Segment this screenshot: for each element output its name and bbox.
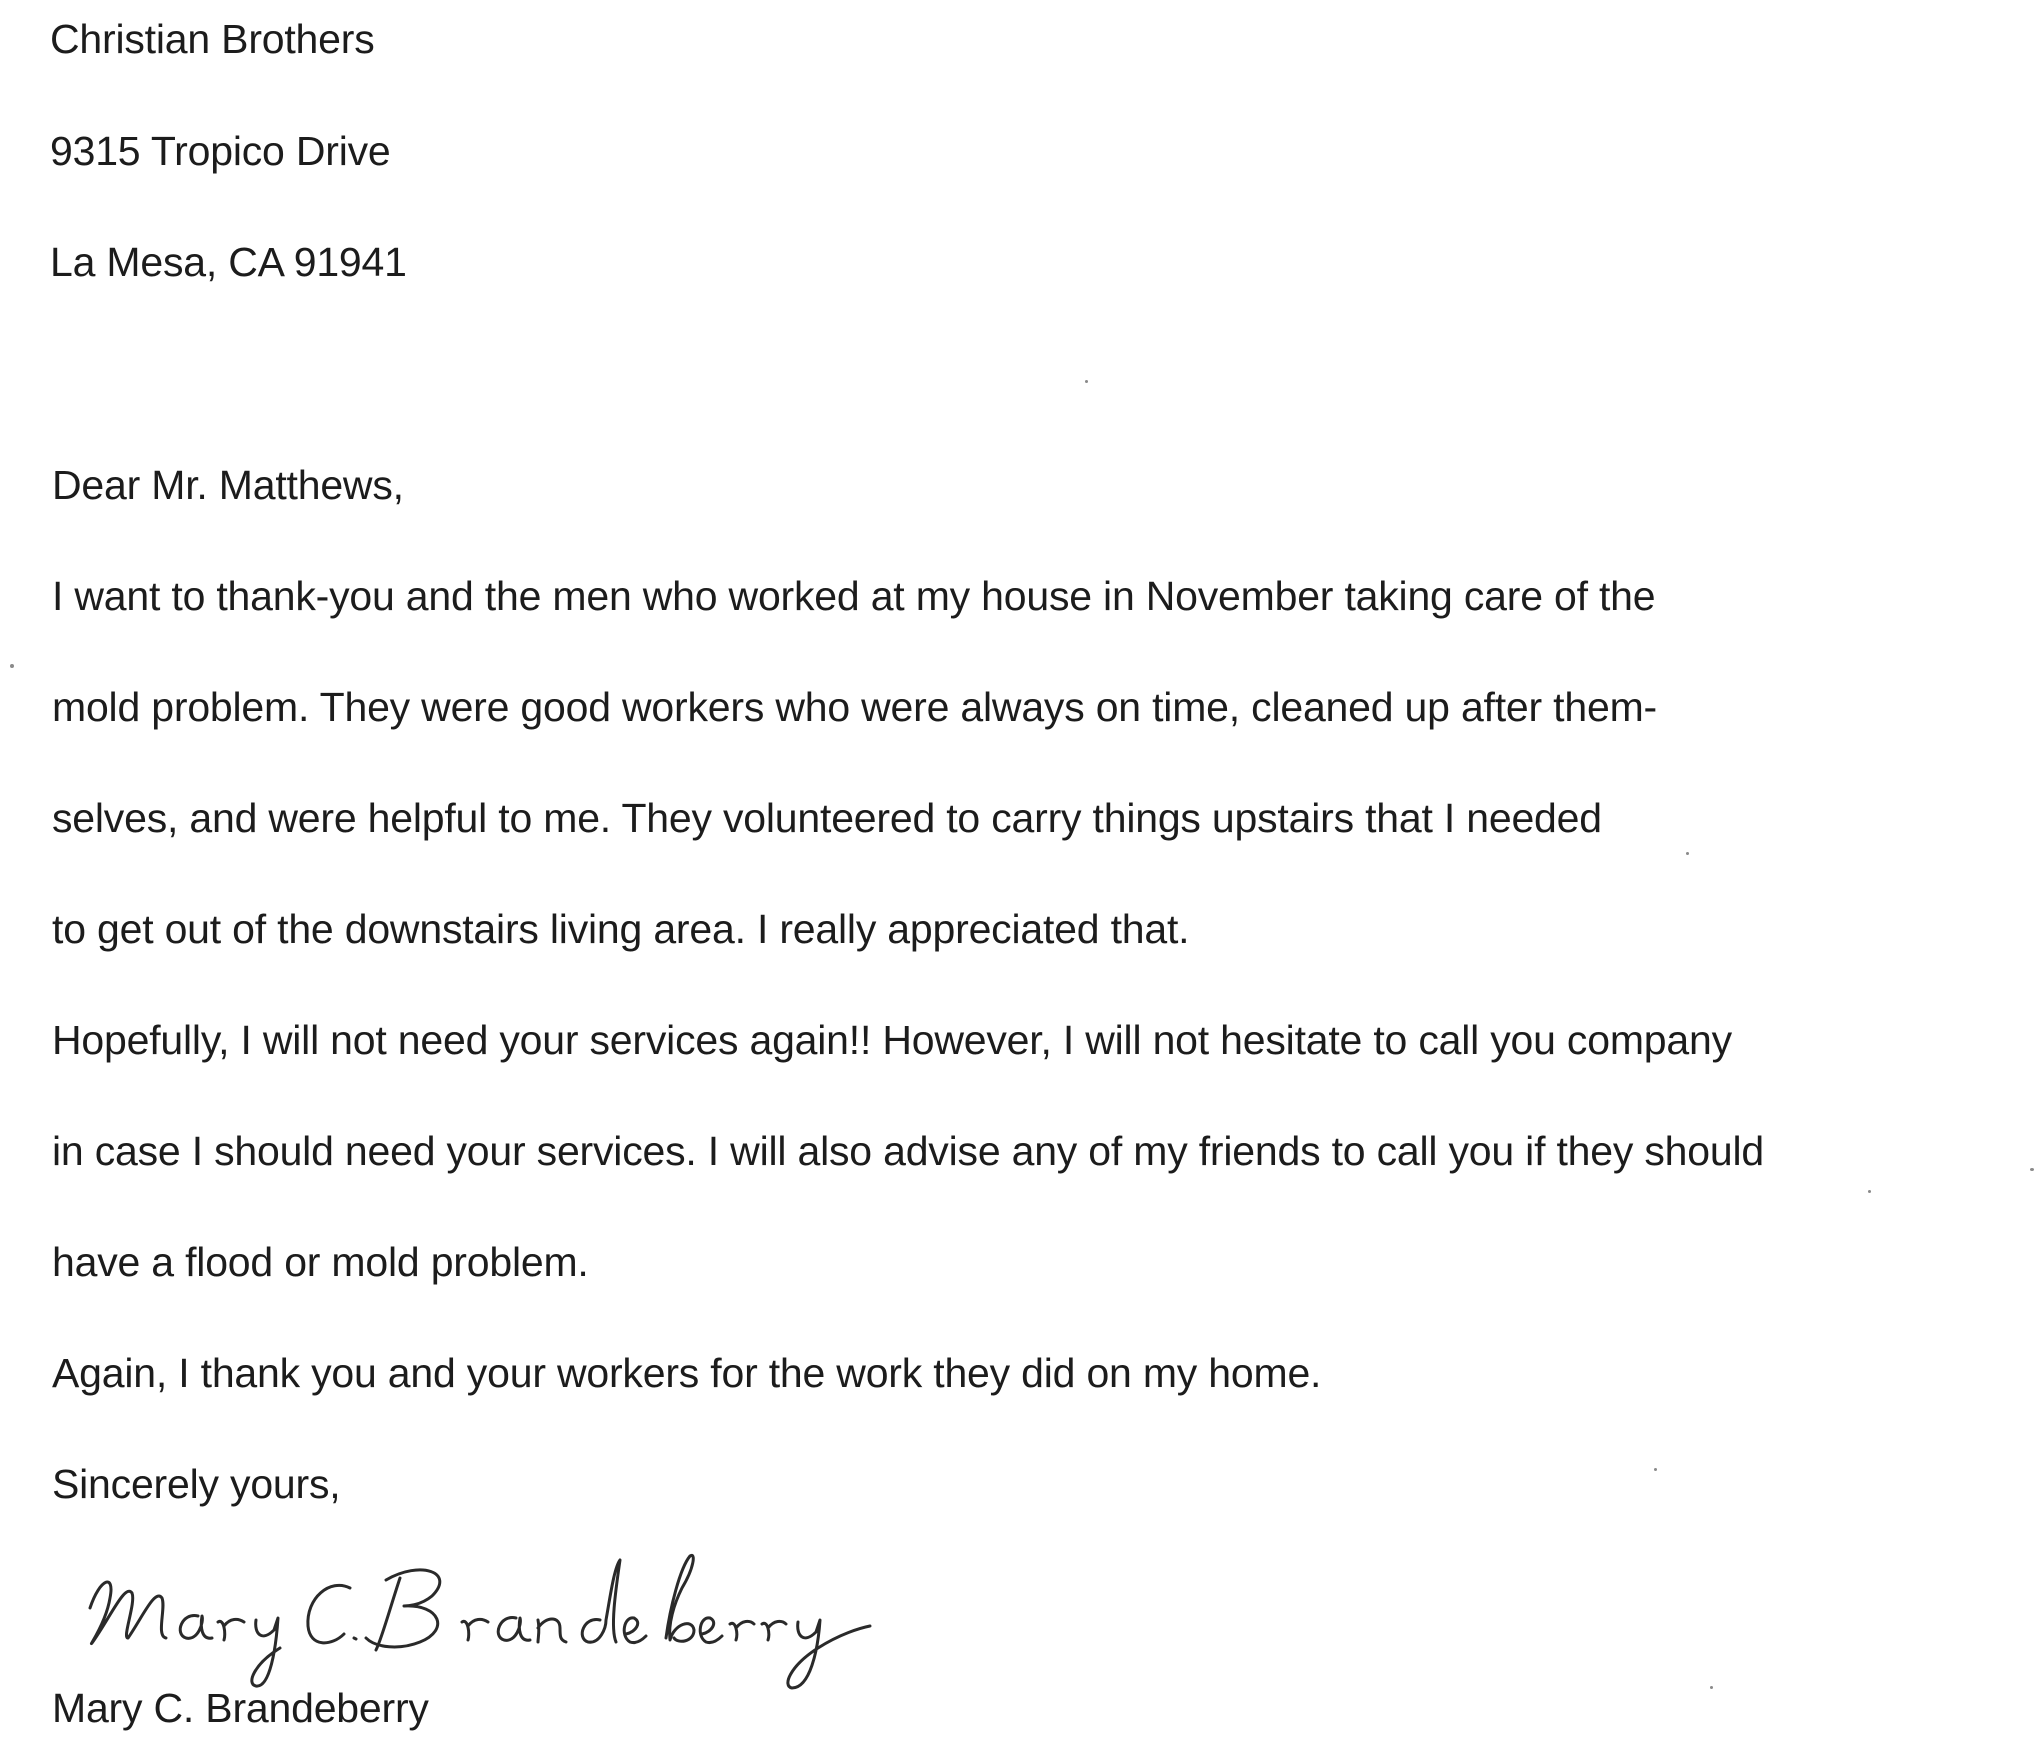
body-line: mold problem. They were good workers who were always on time, cleaned up after them- (52, 684, 1657, 730)
body-line: have a flood or mold problem. (52, 1239, 589, 1285)
body-line: in case I should need your services. I will also advise any of my friends to call you if they should (52, 1128, 1764, 1174)
body-line: Hopefully, I will not need your services again!! However, I will not hesitate to call you company (52, 1017, 1732, 1063)
body-line: selves, and were helpful to me. They volunteered to carry things upstairs that I needed (52, 795, 1602, 841)
scan-speck (1710, 1686, 1713, 1689)
sender-name: Christian Brothers (50, 16, 375, 62)
body-line: I want to thank-you and the men who worked at my house in November taking care of the (52, 573, 1656, 619)
scan-speck (1686, 852, 1689, 855)
scan-speck (2030, 1168, 2034, 1171)
sender-city-state-zip: La Mesa, CA 91941 (50, 239, 407, 285)
body-line: Again, I thank you and your workers for the work they did on my home. (52, 1350, 1322, 1396)
scan-speck (1868, 1190, 1871, 1193)
closing: Sincerely yours, (52, 1461, 341, 1507)
scan-speck (1654, 1468, 1657, 1471)
printed-name: Mary C. Brandeberry (52, 1685, 429, 1731)
scan-speck (10, 664, 14, 668)
scan-speck (1085, 380, 1088, 383)
body-line: to get out of the downstairs living area. I really appreciated that. (52, 906, 1190, 952)
salutation: Dear Mr. Matthews, (52, 462, 404, 508)
sender-street: 9315 Tropico Drive (50, 128, 391, 174)
